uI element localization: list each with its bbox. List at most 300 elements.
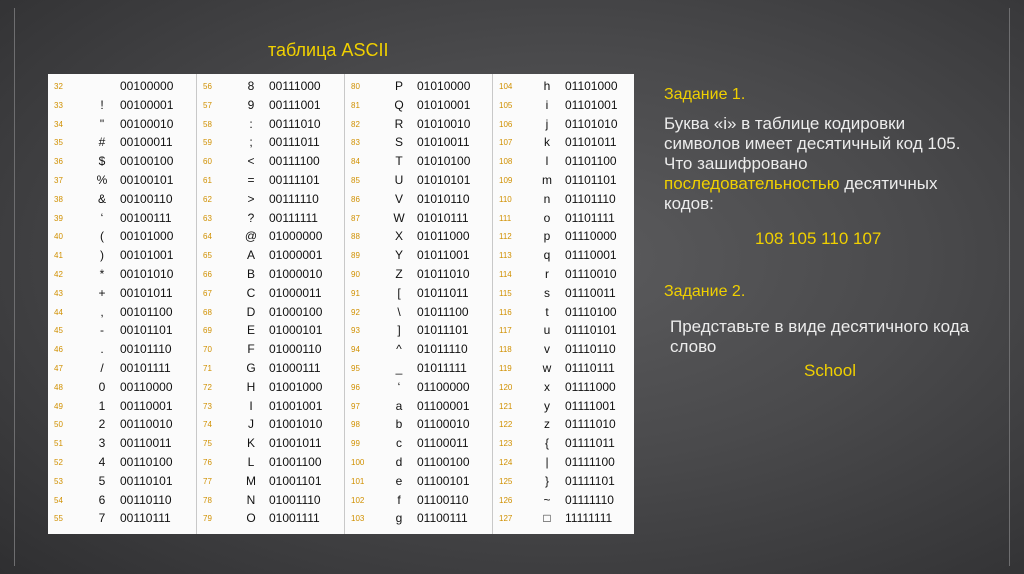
character: L (247, 455, 255, 469)
decimal-code: 33 (54, 100, 63, 110)
binary-code: 00100001 (120, 97, 174, 112)
character: O (246, 511, 256, 526)
table-row (197, 435, 342, 453)
decimal-code: 79 (203, 514, 212, 524)
character: - (100, 323, 104, 338)
character: } (544, 473, 549, 488)
binary-code: 01101001 (565, 97, 618, 112)
binary-code: 00111101 (269, 173, 320, 187)
binary-code: 00110001 (120, 398, 173, 413)
table-row (197, 304, 342, 322)
binary-code: 01011010 (417, 267, 470, 281)
table-row (493, 360, 638, 378)
decimal-code: 66 (203, 270, 212, 279)
binary-code: 01011001 (417, 248, 470, 263)
binary-code: 01111011 (565, 436, 615, 451)
decimal-code: 64 (203, 232, 212, 242)
character: 2 (98, 417, 106, 432)
binary-code: 00110110 (120, 492, 172, 507)
character: V (394, 191, 403, 206)
table-row (48, 266, 193, 284)
decimal-code: 44 (54, 307, 63, 317)
table-row (493, 134, 638, 152)
decimal-code: 81 (351, 100, 360, 110)
decimal-code: 58 (203, 119, 212, 129)
binary-code: 00101101 (120, 323, 173, 338)
table-row (197, 210, 342, 228)
table-row (493, 473, 638, 491)
decimal-code: 106 (499, 119, 513, 129)
character: : (249, 116, 253, 131)
decimal-code: 76 (203, 458, 212, 467)
table-row (48, 510, 193, 528)
decimal-code: 53 (54, 476, 63, 486)
table-row (48, 172, 193, 190)
binary-code: 01100011 (417, 436, 469, 451)
binary-code: 01111110 (565, 492, 614, 507)
table-row (48, 398, 193, 416)
character: Z (395, 267, 403, 281)
binary-code: 00111010 (269, 116, 321, 131)
binary-code: 01100101 (417, 473, 470, 488)
binary-code: 00101110 (120, 342, 172, 357)
decimal-code: 105 (499, 100, 513, 110)
table-row (345, 116, 490, 134)
decimal-code: 36 (54, 157, 63, 167)
character: ] (397, 323, 401, 338)
binary-code: 00110101 (120, 473, 173, 488)
decimal-code: 60 (203, 157, 212, 167)
binary-code: 01110110 (565, 342, 616, 357)
table-row (197, 341, 342, 359)
binary-code: 00111000 (269, 79, 321, 93)
binary-code: 01100110 (417, 492, 469, 507)
binary-code: 01110000 (565, 229, 617, 244)
binary-code: 01110010 (565, 267, 617, 281)
decimal-code: 68 (203, 307, 212, 317)
table-row (48, 247, 193, 265)
table-row (48, 285, 193, 303)
decimal-code: 117 (499, 326, 512, 336)
table-row (493, 266, 638, 284)
binary-code: 01000100 (269, 304, 323, 319)
character: p (543, 229, 551, 244)
decimal-code: 38 (54, 194, 63, 204)
binary-code: 01101101 (565, 173, 617, 187)
character: a (395, 398, 403, 413)
decimal-code: 107 (499, 138, 513, 148)
decimal-code: 43 (54, 288, 63, 298)
binary-code: 00101001 (120, 248, 174, 263)
character: c (396, 436, 402, 451)
table-row (345, 134, 490, 152)
table-row (493, 454, 638, 472)
character: v (544, 342, 550, 357)
decimal-code: 102 (351, 495, 365, 505)
decimal-code: 87 (351, 213, 360, 223)
table-row (493, 416, 638, 434)
table-column (48, 74, 193, 534)
table-row (48, 360, 193, 378)
binary-code: 01001001 (269, 398, 323, 413)
character: □ (543, 511, 551, 526)
table-row (197, 153, 342, 171)
decimal-code: 40 (54, 232, 63, 242)
table-row (345, 360, 490, 378)
decimal-code: 122 (499, 420, 513, 430)
decimal-code: 39 (54, 213, 63, 223)
binary-code: 01000011 (269, 285, 322, 300)
binary-code: 00101100 (120, 304, 173, 319)
decimal-code: 46 (54, 345, 63, 355)
table-row (197, 172, 342, 190)
binary-code: 01000111 (269, 361, 321, 375)
decimal-code: 91 (351, 288, 360, 298)
table-row (197, 379, 342, 397)
binary-code: 00101000 (120, 229, 174, 244)
table-row (197, 97, 342, 115)
character: d (395, 455, 403, 469)
character: h (543, 79, 551, 93)
decimal-code: 77 (203, 476, 212, 486)
character: ( (100, 229, 104, 244)
table-row (345, 97, 490, 115)
decimal-code: 96 (351, 382, 360, 392)
binary-code: 01111001 (565, 398, 616, 413)
table-row (197, 398, 342, 416)
character: \ (397, 304, 401, 319)
table-row (493, 379, 638, 397)
table-row (197, 134, 342, 152)
decimal-code: 75 (203, 439, 212, 449)
character: . (100, 342, 104, 357)
decimal-code: 93 (351, 326, 360, 336)
binary-code: 00110111 (120, 511, 171, 526)
table-row (48, 191, 193, 209)
binary-code: 01010000 (417, 79, 471, 93)
table-row (345, 78, 490, 96)
character: ) (100, 248, 104, 263)
decimal-code: 78 (203, 495, 212, 505)
binary-code: 01101100 (565, 154, 617, 169)
decimal-code: 104 (499, 82, 513, 91)
decimal-code: 125 (499, 476, 513, 486)
binary-code: 01100000 (417, 379, 470, 394)
binary-code: 01101111 (565, 210, 615, 225)
character: $ (98, 154, 106, 169)
binary-code: 01011100 (417, 304, 469, 319)
decimal-code: 120 (499, 382, 513, 392)
task1-answer: 108 105 110 107 (755, 229, 882, 248)
binary-code: 01011111 (417, 361, 467, 375)
character: = (247, 173, 255, 187)
character: # (98, 135, 106, 150)
binary-code: 01000101 (269, 323, 323, 338)
character: o (543, 210, 551, 225)
decimal-code: 72 (203, 382, 212, 392)
table-row (493, 172, 638, 190)
character: U (394, 173, 404, 187)
table-row (493, 210, 638, 228)
decimal-code: 73 (203, 401, 212, 411)
table-title: таблица ASCII (268, 40, 389, 60)
character: w (542, 361, 552, 375)
character: , (100, 304, 104, 319)
character: X (394, 229, 403, 244)
table-row (493, 116, 638, 134)
character: s (544, 285, 550, 300)
character: 0 (98, 379, 106, 394)
decimal-code: 110 (499, 194, 512, 204)
table-row (197, 116, 342, 134)
table-row (345, 492, 490, 510)
character: 9 (247, 97, 255, 112)
decimal-code: 71 (203, 364, 212, 373)
binary-code: 01110011 (565, 285, 616, 300)
table-row (48, 454, 193, 472)
binary-code: 01000010 (269, 267, 323, 281)
table-row (493, 285, 638, 303)
binary-code: 01000110 (269, 342, 322, 357)
binary-code: 00110011 (120, 436, 172, 451)
character: z (544, 417, 550, 432)
task1-text-before: Буква «i» в таблице кодировки символов имеет десятичный код 105. Что зашифровано (664, 114, 961, 173)
table-row (345, 379, 490, 397)
binary-code: 00100111 (120, 210, 172, 225)
decimal-code: 54 (54, 495, 63, 505)
table-row (493, 341, 638, 359)
table-column (196, 74, 342, 534)
decimal-code: 108 (499, 157, 513, 167)
ascii-table (48, 74, 634, 534)
table-row (493, 322, 638, 340)
decimal-code: 45 (54, 326, 63, 336)
binary-code: 01001000 (269, 379, 323, 394)
binary-code: 00100011 (120, 135, 173, 150)
binary-code: 00100010 (120, 116, 174, 131)
binary-code: 01001110 (269, 492, 321, 507)
binary-code: 01000001 (269, 248, 323, 263)
binary-code: 01010111 (417, 210, 469, 225)
table-row (493, 435, 638, 453)
character: b (395, 417, 403, 432)
decimal-code: 59 (203, 138, 212, 148)
table-row (493, 97, 638, 115)
decimal-code: 94 (351, 345, 360, 355)
character: { (544, 436, 549, 451)
binary-code: 01010100 (417, 154, 471, 169)
character: n (543, 191, 551, 206)
binary-code: 00110000 (120, 379, 173, 394)
character: P (394, 79, 403, 93)
decimal-code: 111 (499, 213, 512, 223)
decimal-code: 112 (499, 232, 512, 242)
decimal-code: 74 (203, 420, 212, 430)
decimal-code: 95 (351, 364, 360, 373)
table-row (345, 510, 490, 528)
binary-code: 01100111 (417, 511, 468, 526)
character: 4 (98, 455, 106, 469)
table-row (48, 492, 193, 510)
character: E (246, 323, 255, 338)
decimal-code: 41 (54, 251, 63, 261)
table-row (345, 435, 490, 453)
decimal-code: 34 (54, 119, 63, 129)
table-row (345, 228, 490, 246)
table-row (493, 228, 638, 246)
table-row (197, 266, 342, 284)
table-row (48, 435, 193, 453)
binary-code: 01001100 (269, 455, 322, 469)
binary-code: 01011000 (417, 229, 470, 244)
table-row (48, 322, 193, 340)
character: + (98, 285, 106, 300)
character: J (248, 417, 254, 432)
table-row (48, 78, 193, 96)
binary-code: 01001011 (269, 436, 322, 451)
table-row (48, 97, 193, 115)
table-row (345, 172, 490, 190)
character: l (545, 154, 549, 169)
table-row (197, 473, 342, 491)
character: | (545, 455, 549, 469)
binary-code: 01010001 (417, 97, 471, 112)
character: < (247, 154, 255, 169)
decimal-code: 80 (351, 82, 360, 91)
character: @ (244, 229, 258, 244)
character: m (542, 173, 552, 187)
binary-code: 01101010 (565, 116, 618, 131)
decimal-code: 121 (499, 401, 513, 411)
character: A (246, 248, 255, 263)
decimal-code: 51 (54, 439, 63, 449)
decimal-code: 65 (203, 251, 212, 261)
character: ‘ (100, 210, 104, 225)
binary-code: 01111010 (565, 417, 616, 432)
table-row (345, 416, 490, 434)
task1-text (664, 114, 984, 214)
decimal-code: 55 (54, 514, 63, 524)
table-row (345, 191, 490, 209)
binary-code: 01010110 (417, 191, 470, 206)
character: 5 (98, 473, 106, 488)
task1-highlight: последовательностью (664, 174, 840, 193)
table-row (197, 247, 342, 265)
table-row (493, 492, 638, 510)
character: 1 (98, 398, 106, 413)
character: ~ (543, 492, 551, 507)
table-row (48, 228, 193, 246)
decimal-code: 32 (54, 82, 63, 91)
character: N (246, 492, 256, 507)
table-row (48, 153, 193, 171)
character: ^ (396, 342, 402, 357)
character: j (545, 116, 549, 131)
table-row (493, 304, 638, 322)
character: Y (394, 248, 403, 263)
table-row (197, 78, 342, 96)
decimal-code: 50 (54, 420, 63, 430)
character: F (247, 342, 255, 357)
decimal-code: 84 (351, 157, 360, 167)
binary-code: 01011110 (417, 342, 468, 357)
table-row (197, 510, 342, 528)
decimal-code: 85 (351, 176, 360, 185)
binary-code: 00101011 (120, 285, 173, 300)
decimal-code: 118 (499, 345, 512, 355)
table-row (48, 304, 193, 322)
decimal-code: 86 (351, 194, 360, 204)
binary-code: 01111101 (565, 473, 615, 488)
table-row (197, 416, 342, 434)
binary-code: 00100100 (120, 154, 174, 169)
character: f (397, 492, 401, 507)
table-row (197, 322, 342, 340)
binary-code: 00111111 (269, 210, 318, 225)
decimal-code: 47 (54, 364, 63, 373)
binary-code: 01010101 (417, 173, 471, 187)
binary-code: 01001010 (269, 417, 323, 432)
character: S (394, 135, 403, 150)
decimal-code: 100 (351, 458, 365, 467)
table-row (493, 398, 638, 416)
decimal-code: 103 (351, 514, 365, 524)
table-row (48, 210, 193, 228)
character: q (543, 248, 551, 263)
character: i (545, 97, 549, 112)
binary-code: 01010010 (417, 116, 471, 131)
table-row (345, 304, 490, 322)
table-row (345, 285, 490, 303)
binary-code: 00110100 (120, 455, 173, 469)
character: 7 (98, 511, 106, 526)
character: & (97, 191, 106, 206)
table-row (493, 191, 638, 209)
decimal-code: 92 (351, 307, 360, 317)
binary-code: 01001111 (269, 511, 320, 526)
character: * (99, 267, 105, 281)
binary-code: 01100010 (417, 417, 470, 432)
binary-code: 01110101 (565, 323, 617, 338)
decimal-code: 56 (203, 82, 212, 91)
table-row (345, 341, 490, 359)
character: r (545, 267, 549, 281)
binary-code: 00111011 (269, 135, 320, 150)
character: ? (247, 210, 255, 225)
table-row (345, 322, 490, 340)
character: B (246, 267, 255, 281)
binary-code: 01101110 (565, 191, 616, 206)
character: 8 (247, 79, 255, 93)
decimal-code: 99 (351, 439, 360, 449)
decimal-code: 88 (351, 232, 360, 242)
binary-code: 11111111 (565, 511, 613, 526)
character: T (395, 154, 403, 169)
decimal-code: 37 (54, 176, 63, 185)
character: g (395, 511, 403, 526)
character: Q (394, 97, 404, 112)
binary-code: 00111100 (269, 154, 320, 169)
table-row (197, 492, 342, 510)
table-row (197, 360, 342, 378)
decimal-code: 126 (499, 495, 513, 505)
character: t (545, 304, 549, 319)
character: R (394, 116, 404, 131)
character: e (395, 473, 403, 488)
table-column (344, 74, 490, 534)
table-row (48, 416, 193, 434)
character: % (96, 173, 108, 187)
